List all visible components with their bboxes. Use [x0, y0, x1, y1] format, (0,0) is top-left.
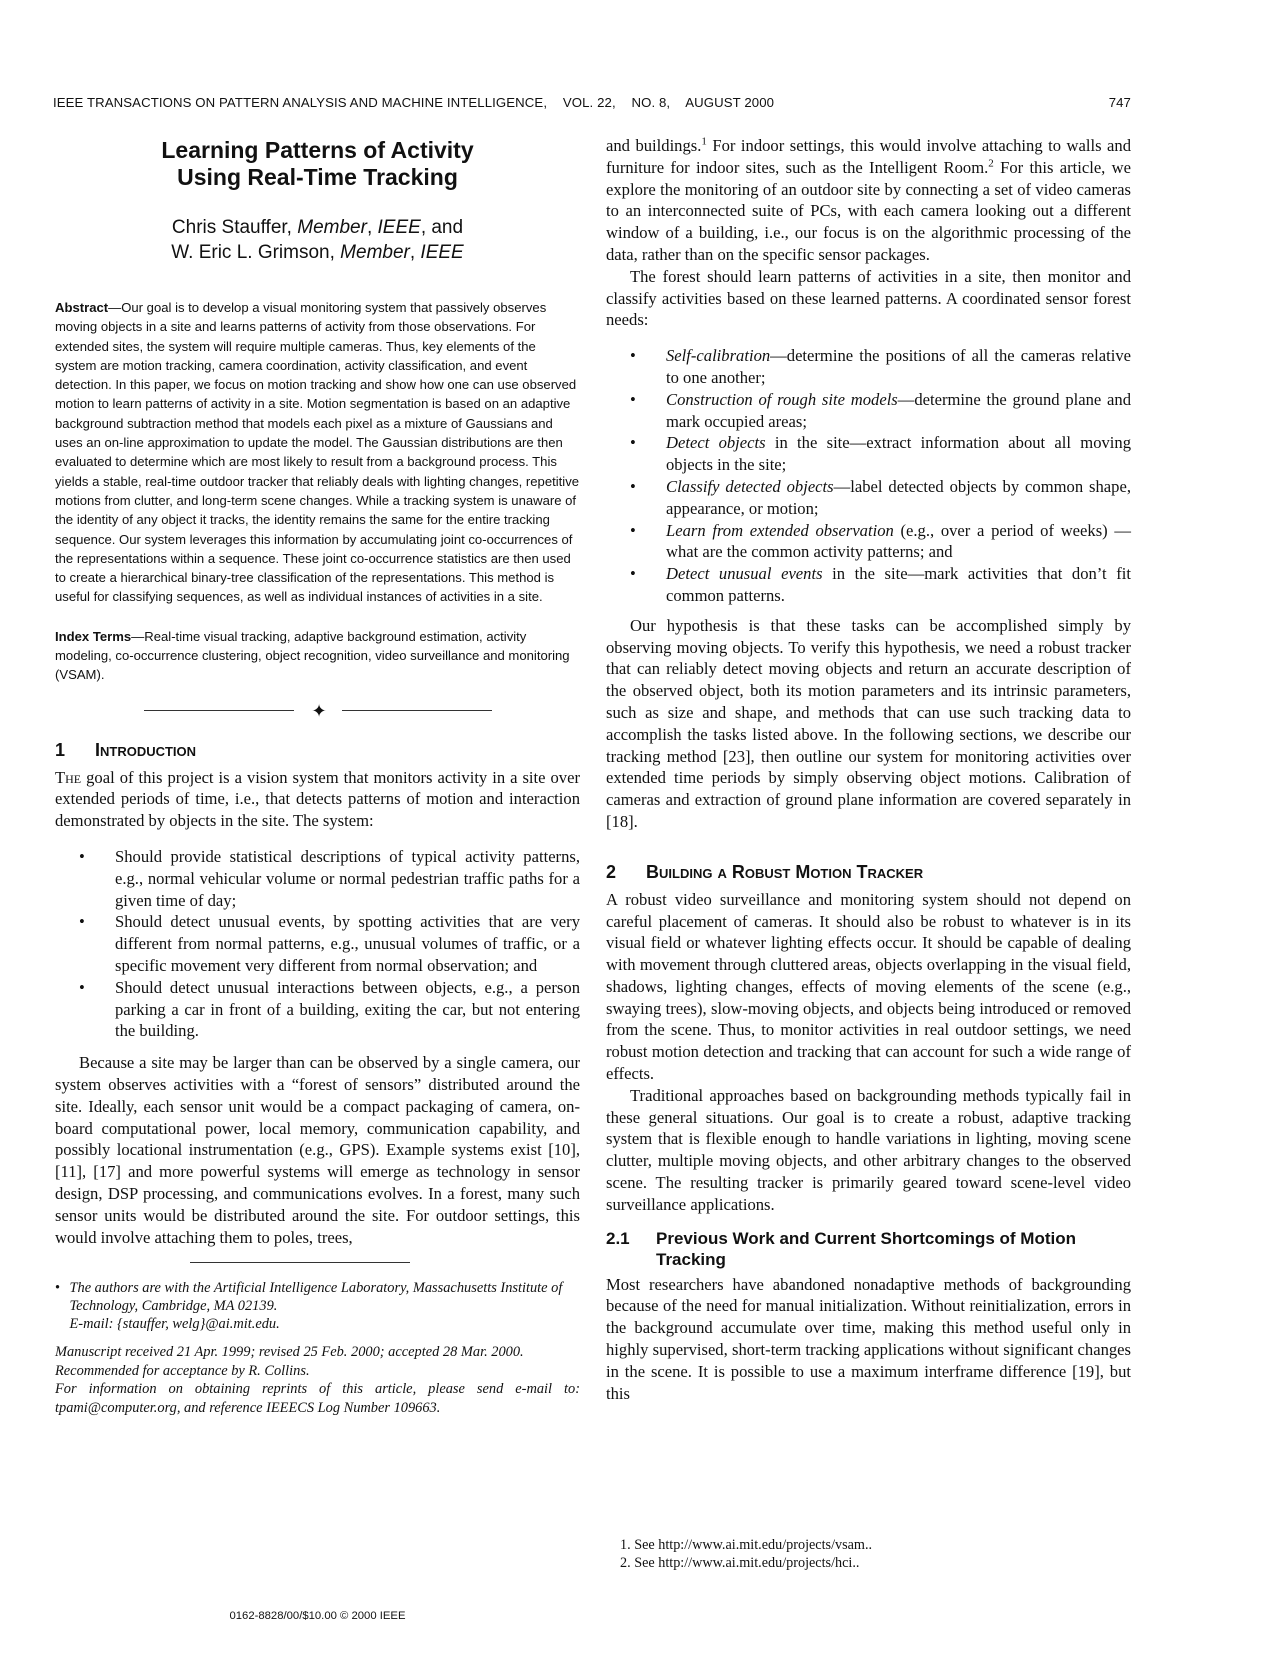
manuscript-dates: Manuscript received 21 Apr. 1999; revised 25 Feb. 2000; accepted 28 Mar. 2000.	[55, 1344, 524, 1361]
page-footnotes	[620, 1536, 872, 1573]
title-line-2: Using Real-Time Tracking	[177, 164, 458, 190]
section-2-heading: 2 Building a Robust Motion Tracker	[606, 861, 924, 882]
list-item: • Should detect unusual events, by spotting activities that are very different from normal patterns, e.g., unusual volumes of traffic, or a specific movement very different from normal observation; and	[79, 912, 580, 976]
subsection-2-1-body	[606, 1274, 1131, 1405]
footnote-rule	[190, 1262, 410, 1263]
journal-date: AUGUST 2000	[685, 95, 775, 110]
list-item: • Should detect unusual interactions between objects, e.g., a person parking a car in front of a building, exiting the car, but not entering the building.	[79, 977, 580, 1041]
page-number: 747	[1108, 95, 1131, 110]
subsection-2-1-heading: 2.1 Previous Work and Current Shortcomings of Motion Tracking	[606, 1228, 1076, 1269]
list-item: • Learn from extended observation (e.g., over a period of weeks) —what are the common activity patterns; and	[630, 520, 1131, 562]
author-2: W. Eric L. Grimson, Member, IEEE	[171, 242, 464, 263]
footnote-2: 2. See http://www.ai.mit.edu/projects/hci..	[620, 1555, 860, 1572]
footnote-1: 1. See http://www.ai.mit.edu/projects/vsam..	[620, 1537, 873, 1553]
subsection-2-1-paragraph-1: Most researchers have abandoned nonadaptive methods of backgrounding because of the need for manual initialization. Without reinitialization, errors in the background accumulate over time, making this method useful only in highly supervised, short-term tracking applications without significant changes in the scene. It is possible to use a maximum interframe difference [19], but this	[606, 1274, 1131, 1403]
reprint-info: For information on obtaining reprints of this article, please send e-mail to: tpami@computer.org, and reference IEEECS Log Number 109663.	[55, 1381, 580, 1416]
title-line-1: Learning Patterns of Activity	[161, 137, 474, 163]
section-2-body	[606, 889, 1131, 1216]
section-1-body	[55, 767, 580, 1249]
journal-number: NO. 8,	[631, 95, 671, 110]
journal-name: IEEE TRANSACTIONS ON PATTERN ANALYSIS AND MACHINE INTELLIGENCE,	[53, 95, 548, 110]
intro-paragraph-4: Our hypothesis is that these tasks can be accomplished simply by observing moving objects. To verify this hypothesis, we need a robust tracker that can reliably detect moving objects and return an accurate description of the observed object, both its motion parameters and its intrinsic parameters, such as size and shape, and methods that can use such tracking data to accomplish the tasks listed above. In the following sections, we describe our tracking method [23], then outline our system for monitoring activities over extended time periods by simply observing object motions. Calibration of cameras and extraction of ground plane information are covered separately in [18].	[606, 615, 1131, 831]
recommended-by: Recommended for acceptance by R. Collins.	[55, 1362, 310, 1379]
intro-paragraph-3: The forest should learn patterns of activities in a site, then monitor and classify activities based on these learned patterns. A coordinated sensor forest needs:	[606, 266, 1131, 330]
section-divider	[55, 701, 580, 721]
sensor-forest-needs-list	[606, 345, 1131, 607]
section-1-continued	[606, 135, 1131, 833]
right-column	[606, 135, 1131, 1404]
list-item: • Should provide statistical descriptions of typical activity patterns, e.g., normal vehicular volume or normal pedestrian traffic paths for a given time of day;	[79, 847, 580, 910]
intro-paragraph-2: Because a site may be larger than can be observed by a single camera, our system observes activities with a “forest of sensors” distributed around the site. Ideally, each sensor unit would be a compact packaging of camera, on-board computational power, local memory, communication capability, and possibly locational instrumentation (e.g., GPS). Example systems exist [10], [11], [17] and more powerful systems will emerge as technology in sensor design, DSP processing, and communications evolves. In a forest, many such sensor units would be distributed around the site. For outdoor settings, this would involve attaching them to poles, trees,	[55, 1053, 580, 1247]
system-requirements-list	[55, 846, 580, 1042]
list-item: • Detect objects in the site—extract information about all moving objects in the site;	[630, 433, 1132, 475]
running-head	[53, 95, 1131, 110]
left-column	[55, 135, 580, 1417]
list-item: • Classify detected objects—label detected objects by common shape, appearance, or motion;	[630, 476, 1131, 518]
list-item: • Self-calibration—determine the positions of all the cameras relative to one another;	[630, 346, 1131, 387]
paper-title	[55, 137, 580, 191]
manuscript-info	[55, 1343, 580, 1417]
index-terms-text: —Real-time visual tracking, adaptive background estimation, activity modeling, co-occurrence clustering, object recognition, video surveillance and monitoring (VSAM).	[55, 628, 570, 683]
intro-paragraph-1: The goal of this project is a vision system that monitors activity in a site over extended periods of time, i.e., that detects patterns of motion and interaction demonstrated by objects in the site. The system:	[55, 767, 580, 831]
copyright-line: 0162-8828/00/$10.00 © 2000 IEEE	[229, 1610, 406, 1622]
abstract-label: Abstract	[55, 300, 109, 315]
author-1: Chris Stauffer, Member, IEEE, and	[171, 217, 464, 238]
index-terms-label: Index Terms	[55, 628, 132, 644]
diamond-icon: ✦	[311, 700, 327, 721]
intro-paragraph-2-continued: and buildings.$^1$ For indoor settings, this would involve attaching to walls and furniture for indoor sites, such as the Intelligent Room.$^2$ For this article, we explore the monitoring of an outdoor site by connecting a set of video cameras to an interconnected suite of PCs, with each camera looking out a different window of a building, i.e., our focus is on the algorithmic processing of the data, rather than on the specific sensor packages.	[606, 135, 1132, 264]
list-item: • Construction of rough site models—determine the ground plane and mark occupied areas;	[630, 389, 1131, 431]
list-item: • Detect unusual events in the site—mark activities that don’t fit common patterns.	[630, 564, 1131, 605]
abstract	[55, 298, 580, 607]
author-affiliation: • The authors are with the Artificial Intelligence Laboratory, Massachusetts Institute of Technology, Cambridge, MA 02139. E-mail: {stauffer, welg}@ai.mit.edu.	[55, 1280, 563, 1333]
section-1-heading: 1 Introduction	[55, 739, 197, 760]
footnote-marker-2[interactable]: 2	[988, 157, 994, 170]
journal-volume: VOL. 22,	[562, 95, 616, 110]
author-list	[55, 215, 580, 265]
index-terms	[55, 627, 580, 685]
footnote-marker-1[interactable]: 1	[701, 135, 707, 148]
abstract-text: —Our goal is to develop a visual monitoring system that passively observes moving objects in a site and learns patterns of activity from those observations. For extended sites, the system will require multiple cameras. Thus, key elements of the system are motion tracking, camera coordination, activity classification, and event detection. In this paper, we focus on motion tracking and show how one can use observed motion to learn patterns of activity in a site. Motion segmentation is based on an adaptive background subtraction method that models each pixel as a mixture of Gaussians and uses an on-line approximation to update the model. The Gaussian distributions are then evaluated to determine which are most likely to result from a background process. This yields a stable, real-time outdoor tracker that reliably deals with lighting changes, repetitive motions from clutter, and long-term scene changes. While a tracking system is unaware of the identity of any object it tracks, the identity remains the same for the entire tracking sequence. Our system leverages this information by accumulating joint co-occurrences of the representations within a sequence. These joint co-occurrence statistics are then used to create a hierarchical binary-tree classification of the representations. This method is useful for classifying sequences, as well as individual instances of activities in a site.	[55, 300, 580, 605]
section-2-paragraph-2: Traditional approaches based on backgrounding methods typically fail in these general situations. Our goal is to create a robust, adaptive tracking system that is flexible enough to handle variations in lighting, moving scene clutter, multiple moving objects, and other arbitrary changes to the observed scene. The resulting tracker is primarily geared toward scene-level video surveillance applications.	[606, 1085, 1131, 1214]
section-2-paragraph-1: A robust video surveillance and monitoring system should not depend on careful placement of cameras. It should also be robust to whatever is in its visual field or whatever lighting effects occur. It should be capable of dealing with movement through cluttered areas, objects overlapping in the visual field, shadows, lighting changes, effects of moving elements of the scene (e.g., swaying trees), slow-moving objects, and objects being introduced or removed from the scene. Thus, to monitor activities in real outdoor settings, we need robust motion detection and tracking that can account for such a wide range of effects.	[606, 889, 1131, 1084]
